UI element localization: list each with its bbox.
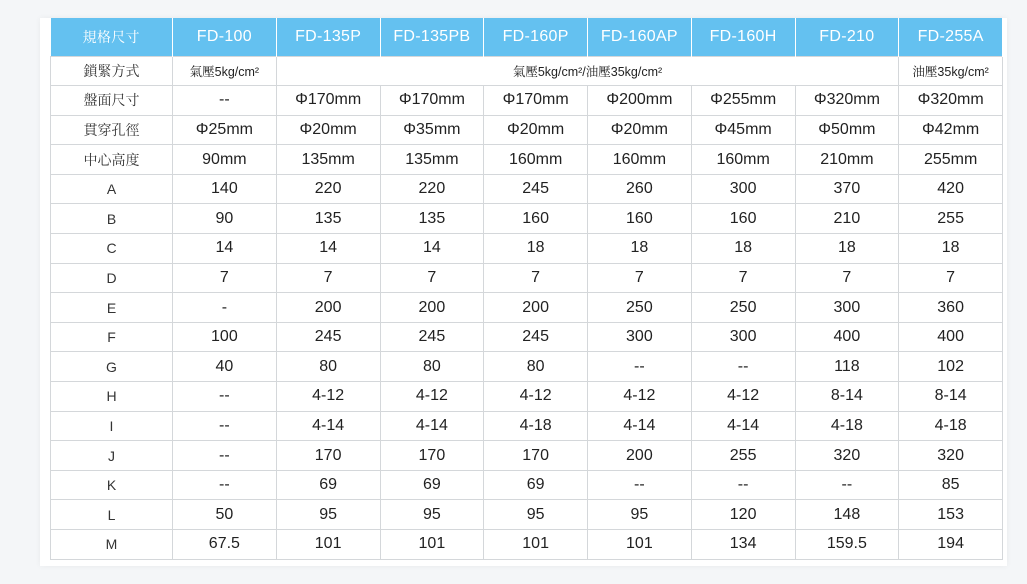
table-cell: -- (173, 411, 277, 441)
table-row (51, 530, 1003, 560)
table-cell: 160mm (588, 145, 692, 175)
table-cell: 95 (276, 500, 380, 530)
table-cell: 140 (173, 174, 277, 204)
table-row (51, 174, 1003, 204)
table-cell: Φ170mm (484, 86, 588, 116)
clamp-method-row (51, 56, 1003, 86)
table-cell: 4-12 (484, 382, 588, 412)
table-cell: 260 (588, 174, 692, 204)
table-cell: 320 (899, 441, 1003, 471)
table-cell: 102 (899, 352, 1003, 382)
table-cell: 300 (691, 174, 795, 204)
table-cell: 101 (276, 530, 380, 560)
table-row (51, 145, 1003, 175)
spec-sheet (40, 18, 1007, 566)
table-cell: 18 (899, 234, 1003, 264)
row-label: K (51, 470, 173, 500)
table-cell: 160 (484, 204, 588, 234)
table-cell: 194 (899, 530, 1003, 560)
table-cell: Φ20mm (484, 115, 588, 145)
table-cell: 18 (795, 234, 899, 264)
table-cell: - (173, 293, 277, 323)
table-row (51, 411, 1003, 441)
table-row (51, 204, 1003, 234)
table-cell: -- (173, 470, 277, 500)
table-cell: 320 (795, 441, 899, 471)
row-label: B (51, 204, 173, 234)
table-cell: Φ25mm (173, 115, 277, 145)
table-cell: 220 (380, 174, 484, 204)
table-cell: 100 (173, 322, 277, 352)
table-cell: -- (691, 470, 795, 500)
table-row (51, 441, 1003, 471)
table-cell: 120 (691, 500, 795, 530)
table-cell: 245 (276, 322, 380, 352)
table-cell: 85 (899, 470, 1003, 500)
table-cell: 90mm (173, 145, 277, 175)
table-cell: 200 (276, 293, 380, 323)
table-cell: 4-18 (795, 411, 899, 441)
table-cell: 18 (484, 234, 588, 264)
table-row (51, 352, 1003, 382)
table-cell: 148 (795, 500, 899, 530)
table-cell: 4-14 (691, 411, 795, 441)
table-cell: 210 (795, 204, 899, 234)
row-label: A (51, 174, 173, 204)
header-row (51, 18, 1003, 56)
table-cell: 135mm (276, 145, 380, 175)
table-cell: 40 (173, 352, 277, 382)
table-cell: 159.5 (795, 530, 899, 560)
table-cell: 50 (173, 500, 277, 530)
table-cell: 69 (484, 470, 588, 500)
table-cell: 245 (484, 174, 588, 204)
table-cell: 7 (276, 263, 380, 293)
table-cell: 14 (276, 234, 380, 264)
row-label: H (51, 382, 173, 412)
table-cell: 95 (588, 500, 692, 530)
table-cell: Φ320mm (795, 86, 899, 116)
row-label: G (51, 352, 173, 382)
row-label: 鎖緊方式 (51, 56, 173, 86)
table-row (51, 86, 1003, 116)
table-cell: 300 (588, 322, 692, 352)
table-cell: 80 (484, 352, 588, 382)
column-header: FD-210 (795, 18, 899, 56)
column-header: FD-135PB (380, 18, 484, 56)
table-cell: 153 (899, 500, 1003, 530)
table-cell: -- (588, 352, 692, 382)
table-cell: 69 (380, 470, 484, 500)
table-cell: -- (588, 470, 692, 500)
table-cell: 69 (276, 470, 380, 500)
table-cell: Φ255mm (691, 86, 795, 116)
table-cell: 135 (276, 204, 380, 234)
table-cell: 170 (380, 441, 484, 471)
table-cell: 4-12 (691, 382, 795, 412)
table-cell: Φ45mm (691, 115, 795, 145)
table-cell: 4-18 (484, 411, 588, 441)
table-cell: 160mm (484, 145, 588, 175)
table-cell: 90 (173, 204, 277, 234)
table-cell: 255 (899, 204, 1003, 234)
table-cell: 200 (588, 441, 692, 471)
clamp-method-middle: 氣壓5kg/cm²/油壓35kg/cm² (276, 56, 899, 86)
table-cell: 400 (795, 322, 899, 352)
header-label: 規格尺寸 (51, 18, 173, 56)
table-cell: 14 (173, 234, 277, 264)
table-cell: Φ42mm (899, 115, 1003, 145)
table-cell: 7 (588, 263, 692, 293)
table-cell: 4-14 (588, 411, 692, 441)
table-row (51, 470, 1003, 500)
table-cell: 160mm (691, 145, 795, 175)
clamp-method-first: 氣壓5kg/cm² (173, 56, 277, 86)
row-label: 中心高度 (51, 145, 173, 175)
clamp-method-last: 油壓35kg/cm² (899, 56, 1003, 86)
table-cell: 4-12 (380, 382, 484, 412)
table-cell: 170 (484, 441, 588, 471)
table-cell: 160 (691, 204, 795, 234)
table-cell: 7 (484, 263, 588, 293)
column-header: FD-160H (691, 18, 795, 56)
table-cell: 300 (795, 293, 899, 323)
table-cell: 220 (276, 174, 380, 204)
row-label: 盤面尺寸 (51, 86, 173, 116)
table-cell: 80 (380, 352, 484, 382)
table-cell: 245 (380, 322, 484, 352)
table-cell: 101 (484, 530, 588, 560)
table-cell: 245 (484, 322, 588, 352)
table-cell: 7 (691, 263, 795, 293)
table-cell: 4-14 (380, 411, 484, 441)
column-header: FD-160AP (588, 18, 692, 56)
table-cell: 300 (691, 322, 795, 352)
table-cell: 67.5 (173, 530, 277, 560)
table-cell: -- (691, 352, 795, 382)
row-label: 貫穿孔徑 (51, 115, 173, 145)
table-cell: 170 (276, 441, 380, 471)
table-cell: 101 (588, 530, 692, 560)
table-cell: Φ170mm (380, 86, 484, 116)
table-row (51, 115, 1003, 145)
row-label: J (51, 441, 173, 471)
table-cell: 250 (691, 293, 795, 323)
table-cell: 4-12 (588, 382, 692, 412)
table-cell: 420 (899, 174, 1003, 204)
row-label: C (51, 234, 173, 264)
table-cell: 95 (380, 500, 484, 530)
table-cell: 4-18 (899, 411, 1003, 441)
table-cell: -- (173, 86, 277, 116)
table-cell: 101 (380, 530, 484, 560)
table-cell: 134 (691, 530, 795, 560)
row-label: E (51, 293, 173, 323)
spec-table (50, 18, 1003, 560)
row-label: M (51, 530, 173, 560)
table-cell: 160 (588, 204, 692, 234)
table-row (51, 263, 1003, 293)
column-header: FD-255A (899, 18, 1003, 56)
table-cell: 18 (588, 234, 692, 264)
table-cell: 7 (173, 263, 277, 293)
table-cell: Φ50mm (795, 115, 899, 145)
table-cell: Φ170mm (276, 86, 380, 116)
table-cell: -- (173, 441, 277, 471)
table-cell: 255mm (899, 145, 1003, 175)
table-cell: 8-14 (899, 382, 1003, 412)
table-cell: -- (795, 470, 899, 500)
table-cell: 14 (380, 234, 484, 264)
table-cell: 80 (276, 352, 380, 382)
table-cell: Φ35mm (380, 115, 484, 145)
table-cell: -- (173, 382, 277, 412)
table-cell: 200 (380, 293, 484, 323)
table-row (51, 293, 1003, 323)
table-cell: 370 (795, 174, 899, 204)
row-label: F (51, 322, 173, 352)
table-cell: 360 (899, 293, 1003, 323)
row-label: D (51, 263, 173, 293)
table-row (51, 234, 1003, 264)
table-cell: 250 (588, 293, 692, 323)
table-cell: 135 (380, 204, 484, 234)
table-row (51, 382, 1003, 412)
table-cell: 7 (380, 263, 484, 293)
table-cell: Φ20mm (276, 115, 380, 145)
table-row (51, 500, 1003, 530)
column-header: FD-100 (173, 18, 277, 56)
table-cell: 8-14 (795, 382, 899, 412)
table-cell: Φ320mm (899, 86, 1003, 116)
table-cell: 7 (795, 263, 899, 293)
table-cell: Φ200mm (588, 86, 692, 116)
table-cell: 200 (484, 293, 588, 323)
table-cell: 7 (899, 263, 1003, 293)
table-row (51, 322, 1003, 352)
table-cell: 4-12 (276, 382, 380, 412)
table-cell: 400 (899, 322, 1003, 352)
table-cell: 4-14 (276, 411, 380, 441)
row-label: L (51, 500, 173, 530)
table-cell: 255 (691, 441, 795, 471)
row-label: I (51, 411, 173, 441)
table-cell: 118 (795, 352, 899, 382)
column-header: FD-135P (276, 18, 380, 56)
table-cell: 135mm (380, 145, 484, 175)
table-cell: Φ20mm (588, 115, 692, 145)
table-cell: 18 (691, 234, 795, 264)
table-cell: 210mm (795, 145, 899, 175)
column-header: FD-160P (484, 18, 588, 56)
table-cell: 95 (484, 500, 588, 530)
